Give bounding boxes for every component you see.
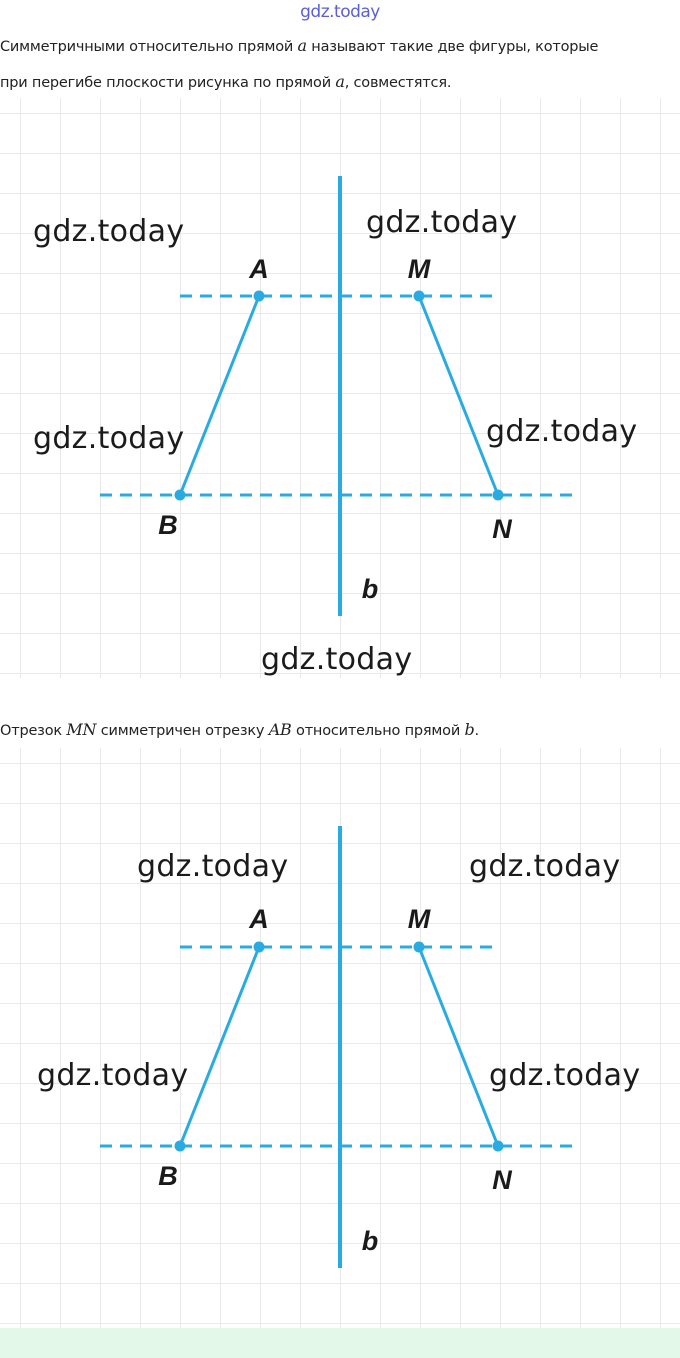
- site-logo[interactable]: gdz.today: [300, 2, 380, 22]
- segment-ab: [180, 947, 259, 1146]
- watermark: gdz.today: [33, 421, 185, 456]
- watermark: gdz.today: [366, 205, 518, 240]
- conclusion-text: симметричен отрезку: [96, 723, 269, 739]
- math-variable-b: b: [464, 720, 475, 739]
- point-a: [254, 291, 265, 302]
- conclusion-line: [0, 720, 680, 739]
- definition-text: , совместятся.: [344, 75, 452, 91]
- symmetry-diagram: [0, 748, 680, 1328]
- label-b: B: [158, 1161, 178, 1191]
- math-variable-a: a: [335, 72, 345, 91]
- conclusion-text: Отрезок: [0, 723, 67, 739]
- segment-mn: [419, 947, 498, 1146]
- definition-text: при перегибе плоскости рисунка по прямой: [0, 75, 336, 91]
- symmetry-figure-2: [0, 748, 680, 1328]
- label-axis-b: b: [361, 1226, 379, 1256]
- math-segment-mn: MN: [66, 720, 97, 739]
- point-b: [175, 490, 186, 501]
- point-n: [493, 1141, 504, 1152]
- definition-text: называют такие две фигуры, которые: [306, 39, 599, 55]
- symmetry-diagram: [0, 98, 680, 678]
- symmetry-figure-1: [0, 98, 680, 678]
- math-segment-ab: AB: [268, 720, 292, 739]
- point-n: [493, 490, 504, 501]
- definition-text: Симметричными относительно прямой: [0, 39, 298, 55]
- watermark: gdz.today: [33, 214, 185, 249]
- footer-bar: [0, 1328, 680, 1358]
- label-a: A: [249, 904, 269, 934]
- watermark: gdz.today: [261, 642, 413, 677]
- label-b: B: [158, 510, 178, 540]
- watermark: gdz.today: [469, 849, 621, 884]
- watermark: gdz.today: [489, 1058, 641, 1093]
- label-a: A: [249, 254, 269, 284]
- watermark: gdz.today: [37, 1058, 189, 1093]
- segment-ab: [180, 296, 259, 495]
- segment-mn: [419, 296, 498, 495]
- point-b: [175, 1141, 186, 1152]
- watermark: gdz.today: [137, 849, 289, 884]
- point-m: [414, 291, 425, 302]
- label-m: M: [407, 254, 431, 284]
- point-a: [254, 942, 265, 953]
- conclusion-text: относительно прямой: [291, 723, 465, 739]
- label-n: N: [492, 1165, 512, 1195]
- conclusion-text: .: [474, 723, 479, 739]
- label-n: N: [492, 514, 512, 544]
- watermark: gdz.today: [486, 414, 638, 449]
- definition-line-2: [0, 72, 680, 91]
- label-m: M: [407, 904, 431, 934]
- definition-line-1: [0, 36, 680, 55]
- point-m: [414, 942, 425, 953]
- math-variable-a: a: [297, 36, 307, 55]
- label-axis-b: b: [361, 574, 379, 604]
